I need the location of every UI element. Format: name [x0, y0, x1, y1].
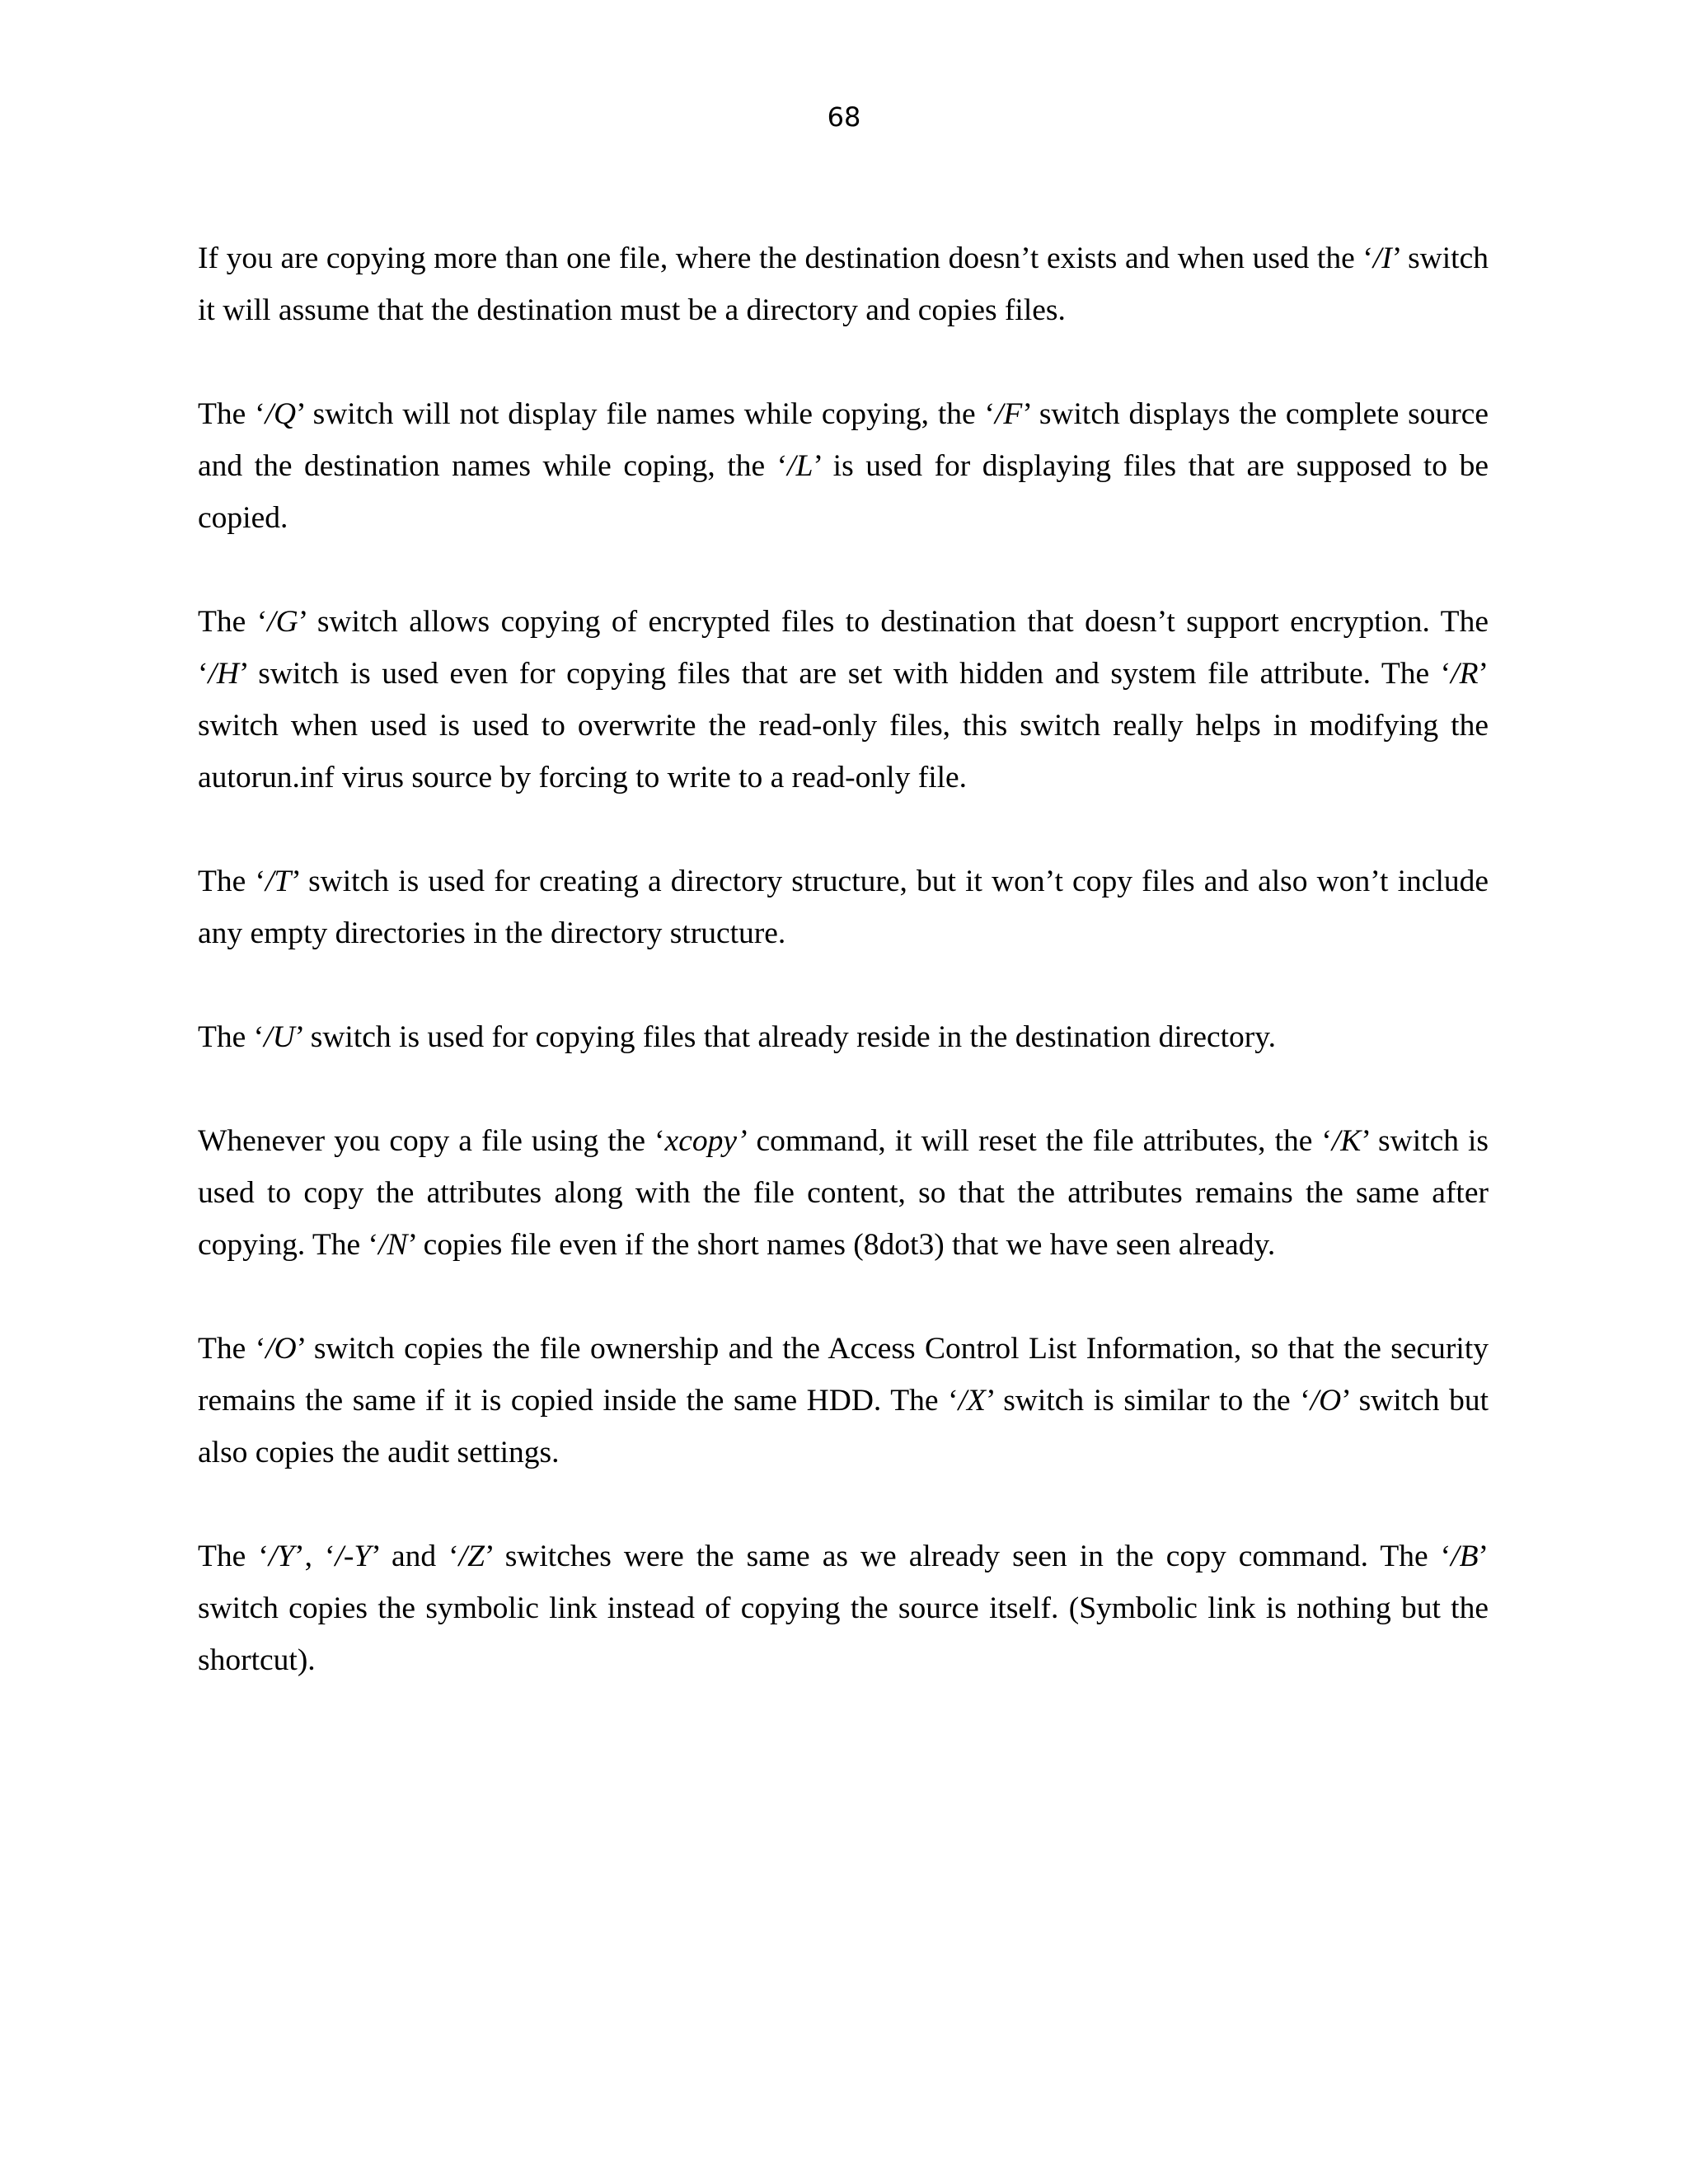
text-run: ’ switch displays the complete source and the destination names while coping, the ‘: [198, 397, 1489, 483]
text-run: If you are copying more than one file, where the destination doesn’t exists and when used the ‘: [198, 241, 1373, 275]
text-run: The ‘: [198, 865, 265, 898]
italic-text: /T: [265, 865, 292, 898]
text-run: The ‘: [198, 397, 265, 431]
text-run: ’ and ‘: [371, 1540, 459, 1573]
text-run: Whenever you copy a file using the ‘: [198, 1124, 665, 1158]
italic-text: /Q: [265, 397, 297, 431]
text-run: ’ switch will not display file names while copying, the ‘: [296, 397, 995, 431]
italic-text: xcopy’: [664, 1124, 748, 1158]
text-run: ’ switches were the same as we already seen in the copy command. The ‘: [484, 1540, 1451, 1573]
text-run: ’ switch copies the file ownership and the Access Control List Information, so that the security remains the same if it is copied inside the same HDD. The ‘: [198, 1332, 1489, 1418]
italic-text: /Y: [268, 1540, 295, 1573]
text-run: ’ switch but also copies the audit settings.: [198, 1384, 1489, 1469]
italic-text: /X: [958, 1384, 986, 1418]
text-run: ’ switch when used is used to overwrite the read-only files, this switch really helps in modifying the autorun.inf virus source by forcing to write to a read-only file.: [198, 657, 1489, 794]
italic-text: /H: [208, 657, 239, 691]
italic-text: /U: [264, 1020, 295, 1054]
italic-text: /B: [1451, 1540, 1479, 1573]
paragraph: [198, 388, 1489, 544]
paragraph: [198, 1115, 1489, 1271]
text-run: ’ switch allows copying of encrypted files to destination that doesn’t support encryption. The ‘: [198, 605, 1489, 691]
text-run: ’ switch is used to copy the attributes along with the file content, so that the attributes remains the same after copying. The ‘: [198, 1124, 1489, 1262]
paragraph: [198, 1323, 1489, 1479]
paragraph: [198, 1011, 1489, 1063]
text-run: ’ copies file even if the short names (8dot3) that we have seen already.: [407, 1228, 1276, 1262]
italic-text: /K: [1331, 1124, 1362, 1158]
italic-text: /-Y: [335, 1540, 372, 1573]
paragraph: [198, 232, 1489, 336]
text-run: ’ switch is similar to the ‘: [985, 1384, 1311, 1418]
italic-text: /F: [994, 397, 1023, 431]
italic-text: /G: [267, 605, 298, 639]
italic-text: /N: [378, 1228, 408, 1262]
text-run: ’, ‘: [294, 1540, 335, 1573]
italic-text: /L: [787, 449, 814, 483]
paragraph: [198, 1530, 1489, 1686]
text-run: The ‘: [198, 1540, 269, 1573]
text-run: The ‘: [198, 1020, 265, 1054]
text-run: ’ switch is used even for copying files that are set with hidden and system file attribute. The ‘: [239, 657, 1451, 691]
italic-text: /O: [1310, 1384, 1342, 1418]
text-run: ’ switch is used for creating a directory structure, but it won’t copy files and also won’t include any empty directories in the directory structure.: [198, 865, 1489, 950]
italic-text: /O: [265, 1332, 297, 1366]
text-run: ’ switch copies the symbolic link instead of copying the source itself. (Symbolic link is nothing but the shortcut).: [198, 1540, 1489, 1677]
italic-text: /I: [1372, 241, 1392, 275]
italic-text: /R: [1451, 657, 1479, 691]
text-run: The ‘: [198, 605, 268, 639]
page-content: [198, 232, 1489, 1738]
paragraph: [198, 596, 1489, 804]
text-run: ’ switch it will assume that the destination must be a directory and copies files.: [198, 241, 1489, 327]
text-run: ’ is used for displaying files that are supposed to be copied.: [198, 449, 1489, 535]
text-run: command, it will reset the file attributes, the ‘: [747, 1124, 1332, 1158]
page-number: 68: [827, 101, 861, 133]
text-run: ’ switch is used for copying files that already reside in the destination directory.: [294, 1020, 1276, 1054]
paragraph: [198, 855, 1489, 959]
text-run: The ‘: [198, 1332, 266, 1366]
italic-text: /Z: [458, 1540, 485, 1573]
